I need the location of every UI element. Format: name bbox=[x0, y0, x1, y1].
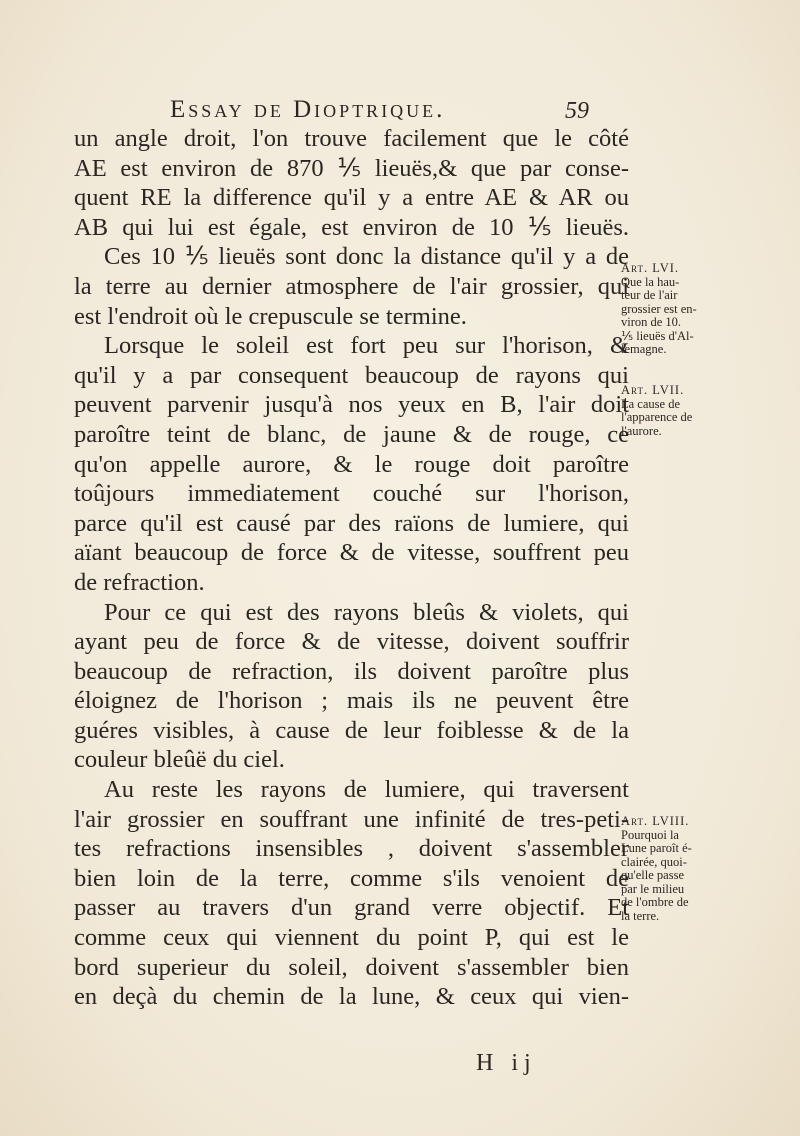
main-text bbox=[74, 124, 629, 1012]
margin-note-heading: Art. LVII. bbox=[621, 384, 685, 397]
text-line: la terre au dernier atmosphere de l'air grossier, qui bbox=[74, 272, 629, 300]
margin-note-line: l'apparence de bbox=[621, 411, 693, 424]
margin-note-line: ⅕ lieuës d'Al- bbox=[621, 329, 694, 343]
margin-note-line: la terre. bbox=[621, 909, 660, 923]
margin-note-line: l'aurore. bbox=[621, 424, 662, 438]
margin-note-line: Que la hau- bbox=[621, 275, 680, 289]
margin-note-art-57 bbox=[621, 384, 731, 438]
text-line: parce qu'il est causé par des raïons de lumiere, qui bbox=[74, 509, 629, 537]
margin-note-line: teur de l'air bbox=[621, 289, 678, 302]
margin-note-line: lemagne. bbox=[621, 343, 667, 356]
text-line: aïant beaucoup de force & de vitesse, souffrent peu bbox=[74, 539, 629, 567]
page-footer bbox=[0, 1050, 800, 1082]
margin-note-line: Pourquoi la bbox=[621, 828, 679, 842]
text-line: AE est environ de 870 ⅕ lieuës,& que par conse- bbox=[74, 154, 629, 182]
text-line: AB qui lui est égale, est environ de 10 ⅕ lieuës. bbox=[74, 213, 629, 241]
text-line: un angle droit, l'on trouve facilement que le côté bbox=[74, 125, 629, 152]
margin-note-art-58 bbox=[621, 815, 731, 923]
text-line: beaucoup de refraction, ils doivent paroître plus bbox=[74, 657, 629, 685]
text-line: bien loin de la terre, comme s'ils venoient de bbox=[74, 864, 629, 892]
margin-note-line: de l'ombre de bbox=[621, 896, 689, 909]
margin-note-line: clairée, quoi- bbox=[621, 855, 687, 869]
text-line: Au reste les rayons de lumiere, qui traversent bbox=[104, 776, 629, 804]
page-number: 59 bbox=[565, 98, 589, 124]
text-line: Lorsque le soleil est fort peu sur l'horison, & bbox=[104, 332, 629, 360]
margin-note-line: La cause de bbox=[621, 397, 680, 411]
text-line: qu'on appelle aurore, & le rouge doit paroître bbox=[74, 450, 629, 478]
text-line: Ces 10 ⅕ lieuës sont donc la distance qu'il y a de bbox=[104, 243, 629, 271]
text-line: Pour ce qui est des rayons bleûs & violets, qui bbox=[104, 598, 629, 626]
margin-note-art-56 bbox=[621, 262, 731, 357]
text-line: toûjours immediatement couché sur l'horison, bbox=[74, 480, 629, 508]
text-line: comme ceux qui viennent du point P, qui est le bbox=[74, 924, 629, 952]
text-line: l'air grossier en souffrant une infinité de tres-peti- bbox=[74, 805, 629, 833]
text-line: tes refractions insensibles , doivent s'assembler bbox=[74, 835, 629, 863]
text-line: éloignez de l'horison ; mais ils ne peuvent être bbox=[74, 687, 629, 715]
text-line: de refraction. bbox=[74, 568, 205, 596]
margin-note-heading: Art. LVI. bbox=[621, 262, 680, 275]
text-line: paroître teint de blanc, de jaune & de rouge, ce bbox=[74, 420, 629, 448]
text-line: en deçà du chemin de la lune, & ceux qui vien- bbox=[74, 983, 629, 1011]
margin-note-line: Lune paroît é- bbox=[621, 842, 692, 855]
text-line: bord superieur du soleil, doivent s'assembler bien bbox=[74, 953, 629, 981]
text-line: passer au travers d'un grand verre objectif. Et bbox=[74, 894, 629, 922]
text-line: quent RE la difference qu'il y a entre AE & AR ou bbox=[74, 184, 629, 212]
margin-note-heading: Art. LVIII. bbox=[621, 815, 690, 828]
running-head: Essay de Dioptrique. bbox=[170, 96, 446, 123]
text-line: peuvent parvenir jusqu'à nos yeux en B, l'air doit bbox=[74, 391, 629, 419]
margin-note-line: grossier est en- bbox=[621, 302, 697, 316]
signature-mark: H ij bbox=[476, 1050, 537, 1076]
text-line: guéres visibles, à cause de leur foiblesse & de la bbox=[74, 716, 629, 744]
text-line: qu'il y a par consequent beaucoup de rayons qui bbox=[74, 361, 629, 389]
text-line: couleur bleûë du ciel. bbox=[74, 746, 285, 774]
margin-note-line: par le milieu bbox=[621, 882, 685, 896]
margin-note-line: viron de 10. bbox=[621, 316, 682, 329]
margin-note-line: qu'elle passe bbox=[621, 869, 684, 882]
text-line: est l'endroit où le crepuscule se termine. bbox=[74, 302, 467, 330]
text-line: ayant peu de force & de vitesse, doivent souffrir bbox=[74, 628, 629, 656]
